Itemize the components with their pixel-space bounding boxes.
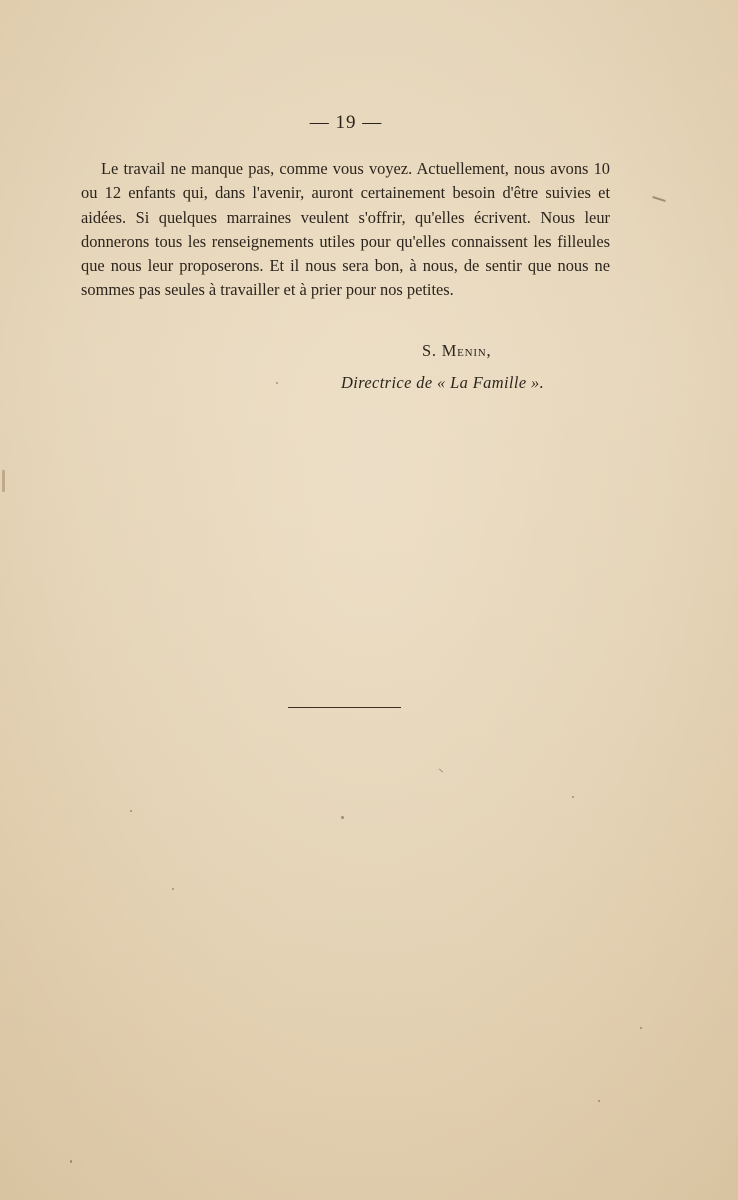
paper-speck (276, 382, 278, 384)
paper-speck (640, 1027, 642, 1029)
signature-title: Directrice de « La Famille ». (341, 373, 545, 392)
paper-speck (652, 196, 666, 202)
signature-name: S. Menin, (422, 341, 492, 360)
paper-speck (2, 470, 5, 492)
body-text (81, 157, 610, 303)
paper-speck (598, 1100, 600, 1102)
paper-speck (130, 810, 132, 812)
paper-speck (438, 768, 443, 773)
paper-speck (341, 816, 344, 819)
paper-speck (172, 888, 174, 890)
paragraph: Le travail ne manque pas, comme vous voyez. Actuellement, nous avons 10 ou 12 enfants qui, dans l'avenir, auront certainement besoin d'être suivies et aidées. Si quelques marraines veulent s'offrir, qu'elles écrivent. Nous leur donnerons tous les renseignements utiles pour qu'elles connaissent les filleules que nous leur proposerons. Et il nous sera bon, à nous, de sentir que nous ne sommes pas seules à travailler et à prier pour nos petites. (81, 159, 610, 300)
paper-speck (572, 796, 574, 798)
paper-speck (70, 1160, 72, 1163)
page-number: — 19 — (309, 112, 383, 133)
end-divider (288, 707, 401, 708)
